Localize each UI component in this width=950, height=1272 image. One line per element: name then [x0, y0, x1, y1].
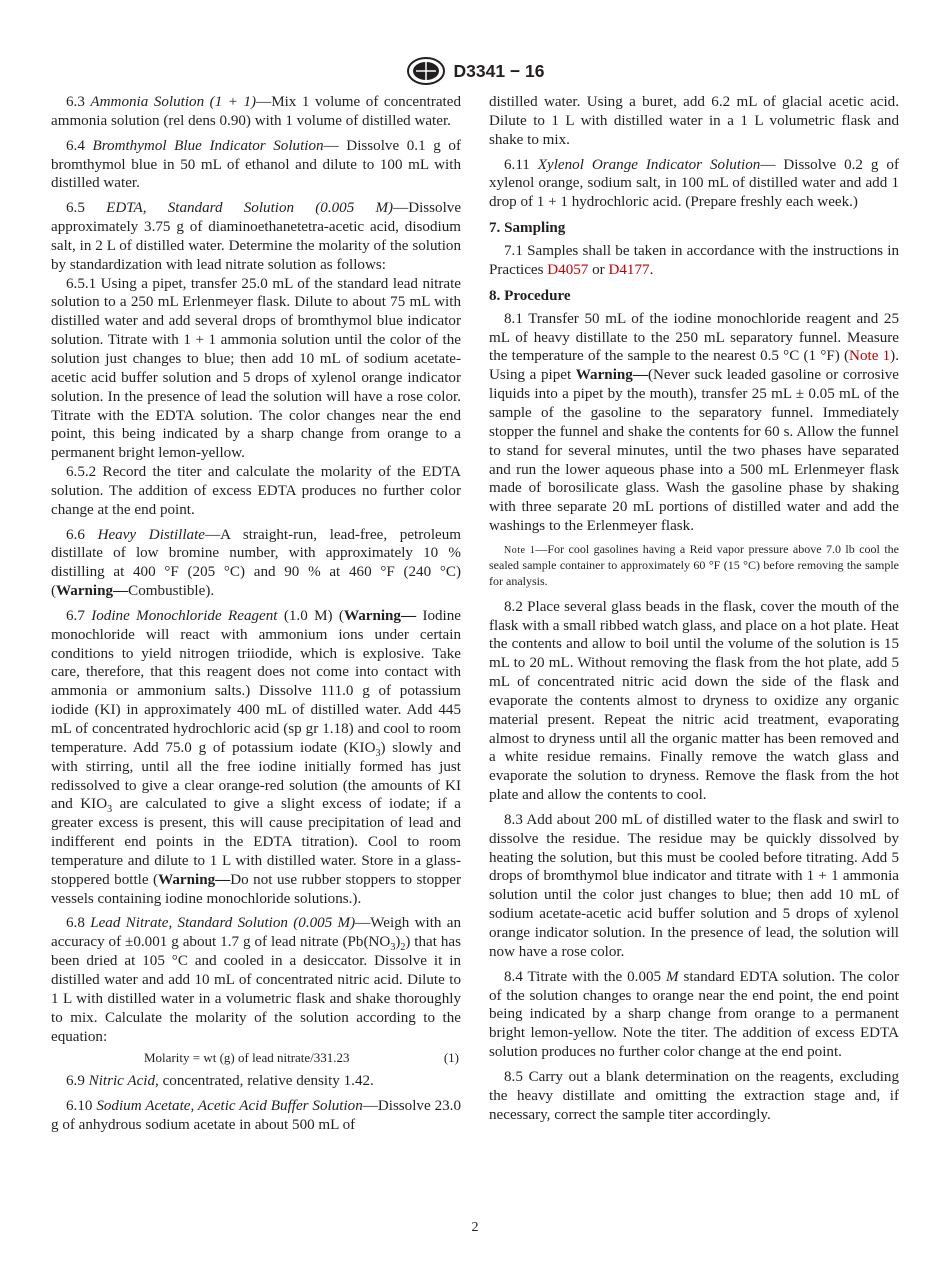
link-d4057[interactable]: D4057 [547, 261, 589, 278]
section-8-2: 8.2 Place several glass beads in the flask, cover the mouth of the flask with a small ribbed watch glass, and place on a hot plate. Heat the contents and allow to boil until the volume of the solution is 15 mL to 20 mL. Without removing the flask from the hot plate, add 5 mL of concentrated nitric acid down the side of the flask and evaporate the contents almost to dryness to oxidize any organic material present. Repeat the nitric acid treatment, evaporating almost to dryness until all the organic matter has been removed and a white residue remains. Finally remove the watch glass and evaporate the solution to dryness. Remove the flask from the hot plate and allow the contents to cool. [489, 598, 899, 804]
section-6-11: 6.11 Xylenol Orange Indicator Solution— Dissolve 0.2 g of xylenol orange, sodium salt, in 100 mL of distilled water and add 1 drop of 1 + 1 hydrochloric acid. (Prepare freshly each week.) [489, 156, 899, 211]
section-6-7: 6.7 Iodine Monochloride Reagent (1.0 M) (Warning— Iodine monochloride will react with ammonium ions under certain conditions to yield nitrogen triiodide, which is explosive. Take care, therefore, that this reagent does not come into contact with ammonia or ammonium salts.) Dissolve 111.0 g of potassium iodide (KI) in approximately 400 mL of distilled water. Add 445 mL of concentrated hydrochloric acid (sp gr 1.18) and cool to room temperature. Add 75.0 g of potassium iodate $(KIO_3)$ slowly and with stirring, until all the free iodine initially formed has just redissolved to give a clear orange-red solution (the amounts of KI and $KIO_3$ are calculated to give a slight excess of iodate; if a greater excess is present, this will cause precipitation of lead and indifferent end points in the EDTA titration). Cool to room temperature and dilute to 1 L with distilled water. Store in a glass-stoppered bottle (Warning—Do not use rubber stoppers to stopper vessels containing iodine monochloride solutions.). [51, 607, 462, 907]
page-number: 2 [471, 1220, 479, 1235]
section-6-3: 6.3 Ammonia Solution (1 + 1)—Mix 1 volume of concentrated ammonia solution (rel dens 0.90) with 1 volume of distilled water. [51, 94, 461, 129]
section-6-5: 6.5 EDTA, Standard Solution (0.005 M)—Dissolve approximately 3.75 g of diaminoethanetetra-acetic acid, disodium salt, in 2 L of distilled water. Determine the molarity of the solution by standardization with lead nitrate solution as follows: [51, 200, 462, 273]
section-6-6: 6.6 Heavy Distillate—A straight-run, lead-free, petroleum distillate of low bromine number, with approximately 10 % distilling at 400 °F (205 °C) and 90 % at 460 °F (240 °C) (Warning—Combustible). [51, 526, 462, 600]
section-8-5: 8.5 Carry out a blank determination on the reagents, excluding the heavy distillate and omitting the extraction stage and, if necessary, correct the sample titer accordingly. [489, 1068, 899, 1123]
link-d4177[interactable]: D4177 [608, 261, 650, 278]
section-6-10: 6.10 Sodium Acetate, Acetic Acid Buffer Solution—Dissolve 23.0 g of anhydrous sodium acetate in about 500 mL of [51, 1098, 461, 1134]
section-6-9: 6.9 Nitric Acid, concentrated, relative density 1.42. [66, 1073, 374, 1090]
section-8-3: 8.3 Add about 200 mL of distilled water to the flask and swirl to dissolve the residue. The residue may be quickly dissolved by heating the solution, but this must be cooled before titrating. Add 5 drops of bromthymol blue indicator and titrate with 1 + 1 ammonia solution until the color just changes to blue; then add 10 mL of sodium acetate-acetic acid buffer solution and 5 drops of xylenol orange indicator solution. In the presence of lead, the solution will now have a rose color. [489, 811, 899, 960]
section-6-5-2: 6.5.2 Record the titer and calculate the molarity of the EDTA solution. The addition of excess EDTA produces no further color change at the end point. [51, 464, 461, 518]
heading-sampling: 7. Sampling [489, 220, 566, 237]
page-header [0, 56, 950, 86]
section-6-5-1: 6.5.1 Using a pipet, transfer 25.0 mL of the standard lead nitrate solution to a 250 mL Erlenmeyer flask. Dilute to about 75 mL with distilled water and add several drops of bromthymol blue indicator solution. Titrate with 1 + 1 ammonia solution until the color of the solution just changes to blue; then add 10 mL of sodium acetate-acetic acid buffer solution and 5 drops of xylenol orange indicator solution. In the presence of lead the solution will have a rose color. Titrate with the EDTA solution. The color changes near the end point, this being indicated by a sharp change from orange to a permanent bright lemon-yellow. [51, 275, 461, 462]
section-6-4: 6.4 Bromthymol Blue Indicator Solution— Dissolve 0.1 g of bromthymol blue in 50 mL of ethanol and dilute to 100 mL with distilled water. [51, 137, 461, 192]
note-1: Note 1—For cool gasolines having a Reid vapor pressure above 7.0 lb cool the sealed sample container to approximately 60 °F (15 °C) before removing the sample for analysis. [489, 541, 899, 589]
equation-number: (1) [443, 1050, 459, 1066]
right-column [489, 93, 899, 1130]
document-id: D3341 − 16 [453, 60, 545, 81]
section-6-8: 6.8 Lead Nitrate, Standard Solution (0.005 M)—Weigh with an accuracy of ±0.001 g about 1.7 g of lead nitrate $(Pb(NO_3)_2)$ that has been dried at 105 °C and cooled in a desiccator. Dissolve it in distilled water and add 10 mL of concentrated nitric acid. Dilute to 1 L with distilled water in a volumetric flask and shake thoroughly to mix. Calculate the molarity of the solution according to the equation: [51, 915, 461, 1045]
section-6-10-continued: distilled water. Using a buret, add 6.2 mL of glacial acetic acid. Dilute to 1 L with distilled water in a 1 L volumetric flask and shake to mix. [489, 94, 899, 148]
equation-expression: Molarity = wt (g) of lead nitrate/331.23 [144, 1050, 350, 1066]
astm-logo-icon [406, 56, 446, 86]
left-column [51, 93, 461, 1141]
section-8-4: 8.4 Titrate with the 0.005 M standard EDTA solution. The color of the solution changes to orange near the end point, the end point being indicated by a sharp change from orange to a permanent bright lemon-yellow. Note the titer. The addition of excess EDTA solution produces no further color change at the end point. [489, 968, 899, 1061]
equation-1 [51, 1046, 461, 1070]
heading-procedure: 8. Procedure [489, 287, 571, 304]
link-note-1[interactable]: Note 1 [849, 348, 891, 365]
section-7-1: 7.1 Samples shall be taken in accordance with the instructions in Practices D4057 or D4177. [489, 243, 899, 278]
section-8-1: 8.1 Transfer 50 mL of the iodine monochloride reagent and 25 mL of heavy distillate to the 250 mL separatory funnel. Measure the temperature of the sample to the nearest 0.5 °C (1 °F) (Note 1). Using a pipet Warning—(Never suck leaded gasoline or corrosive liquids into a pipet by the mouth), transfer 25 mL ± 0.05 mL of the sample of the gasoline to the separatory funnel. Immediately stopper the funnel and shake the contents for 60 s. Allow the funnel to stand for several minutes, until the two phases have separated and run the lower aqueous phase into a 500 mL Erlenmeyer flask made of borosilicate glass. Wash the gasoline phase by shaking with three separate 20 mL portions of distilled water and add the washings to the Erlenmeyer flask. [489, 310, 899, 535]
